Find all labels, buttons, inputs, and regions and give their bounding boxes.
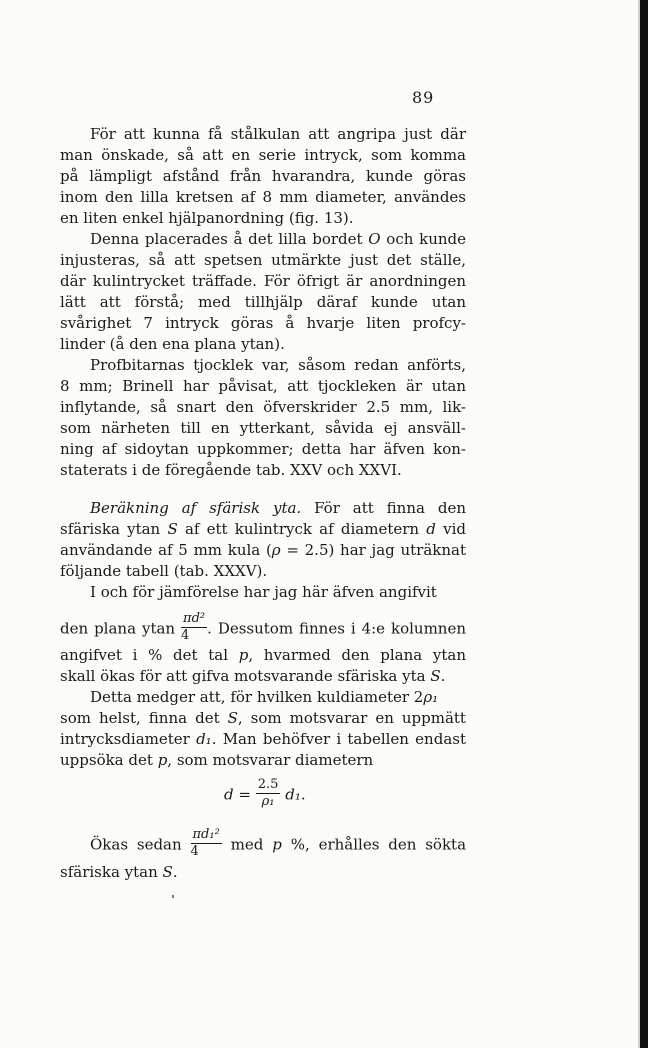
text-segment: %, erhålles den sökta (290, 835, 467, 854)
text-line (60, 498, 466, 518)
text-line (60, 229, 466, 249)
text-line (60, 862, 466, 882)
section-heading: Beräkning af sfärisk yta. (90, 499, 302, 517)
fraction-numerator: πd² (183, 611, 206, 626)
formula-equals: = (238, 785, 251, 804)
text-segment: som helst, finna det (60, 709, 220, 727)
text-segment: uppsöka det (60, 751, 153, 769)
math-symbol: p (238, 646, 249, 664)
text-segment: användande af 5 mm kula ( (60, 541, 272, 559)
text-line (60, 645, 466, 665)
text-line: där kulintrycket träffade. För öfrigt är anordningen (60, 272, 466, 290)
text-segment: vid (443, 520, 466, 538)
text-line: 8 mm; Brinell har påvisat, att tjockleken är utan (60, 377, 466, 395)
text-line: Profbitarnas tjocklek var, såsom redan anförts, (90, 356, 466, 374)
math-symbol: ρ (271, 541, 281, 559)
text-line: som närheten till en ytterkant, såvida ej ansväll- (60, 419, 466, 437)
text-line: inflytande, så snart den öfverskrider 2.5 mm, lik- (60, 398, 466, 416)
text-line: lätt att förstå; med tillhjälp däraf kunde utan (60, 293, 466, 311)
math-symbol: d (426, 520, 436, 538)
formula-lhs: d (224, 785, 234, 804)
math-symbol: ρ₁ (423, 688, 439, 706)
fraction (181, 612, 207, 643)
fraction-numerator: πd₁² (192, 827, 220, 842)
fraction-denominator: 4 (181, 628, 190, 643)
text-segment: , hvarmed den plana ytan (248, 646, 466, 664)
text-line (60, 687, 466, 707)
formula-rhs: d₁ (285, 785, 301, 804)
fraction (191, 828, 222, 859)
text-line: För att kunna få stålkulan att angripa just där (90, 125, 466, 143)
text-line (60, 519, 466, 539)
text-segment: och kunde (386, 230, 466, 248)
text-segment: För att finna den (314, 499, 466, 517)
text-line: följande tabell (tab. XXXV). (60, 562, 268, 580)
math-symbol: p (157, 751, 168, 769)
fraction-numerator: 2.5 (257, 777, 279, 792)
text-line: staterats i de föregående tab. XXV och XXVI. (60, 461, 402, 479)
text-segment: Ökas sedan (90, 835, 182, 854)
math-symbol: S (167, 520, 178, 538)
text-segment: , som motsvarar en uppmätt (237, 709, 466, 727)
fraction-denominator: ρ₁ (261, 794, 275, 809)
text-segment: sfäriska ytan (60, 863, 158, 881)
text-segment: med (230, 835, 264, 854)
text-line: en liten enkel hjälpanordning (fig. 13). (60, 209, 354, 227)
text-segment: = 2.5) har jag uträknat (280, 541, 466, 559)
text-segment: . (172, 863, 178, 881)
formula-fraction (256, 778, 281, 809)
text-segment: angifvet i % det tal (60, 646, 229, 664)
text-line: på lämpligt afstånd från hvarandra, kunde göras (60, 167, 466, 185)
text-line: linder (å den ena plana ytan). (60, 335, 285, 353)
text-segment: . (440, 667, 446, 685)
text-segment: Detta medger att, för hvilken kuldiameter 2 (90, 688, 424, 706)
text-line: injusteras, så att spetsen utmärkte just det ställe, (60, 251, 466, 269)
math-symbol: d₁ (196, 730, 212, 748)
formula-end: . (300, 785, 306, 804)
text-line (60, 827, 467, 861)
text-segment: af ett kulintryck af diametern (184, 520, 420, 538)
text-line (60, 540, 466, 560)
math-symbol: p (272, 835, 282, 854)
text-line: man önskade, så att en serie intryck, som komma (60, 146, 466, 164)
text-line (60, 750, 466, 770)
text-line (60, 611, 466, 645)
math-symbol: S (227, 709, 238, 727)
text-line: I och för jämförelse har jag här äfven angifvit (90, 583, 437, 601)
fraction-denominator: 4 (190, 844, 199, 859)
scan-speck (172, 895, 174, 898)
text-line: ning af sidoytan uppkommer; detta har äfven kon- (60, 440, 466, 458)
text-segment: sfäriska ytan (60, 520, 161, 538)
text-segment: skall ökas för att gifva motsvarande sfäriska yta (60, 667, 426, 685)
text-segment: , som motsvarar diametern (167, 751, 374, 769)
text-line (60, 666, 466, 686)
text-segment: Denna placerades å det lilla bordet (90, 230, 363, 248)
scan-edge-shadow (638, 0, 640, 1048)
math-symbol: S (430, 667, 441, 685)
text-line: svårighet 7 intryck göras å hvarje liten profcy- (60, 314, 466, 332)
text-segment: . Dessutom finnes i 4:e kolumnen (207, 619, 466, 638)
text-line: inom den lilla kretsen af 8 mm diameter, användes (60, 188, 466, 206)
text-line (60, 708, 466, 728)
text-segment: den plana ytan (60, 619, 176, 638)
display-formula (224, 777, 306, 811)
math-symbol: S (162, 863, 173, 881)
math-symbol: O (368, 230, 381, 248)
text-segment: intrycksdiameter (60, 730, 190, 748)
text-line (60, 729, 466, 749)
text-segment: . Man behöfver i tabellen endast (211, 730, 466, 748)
scan-edge (640, 0, 648, 1048)
page-number: 89 (412, 88, 435, 107)
